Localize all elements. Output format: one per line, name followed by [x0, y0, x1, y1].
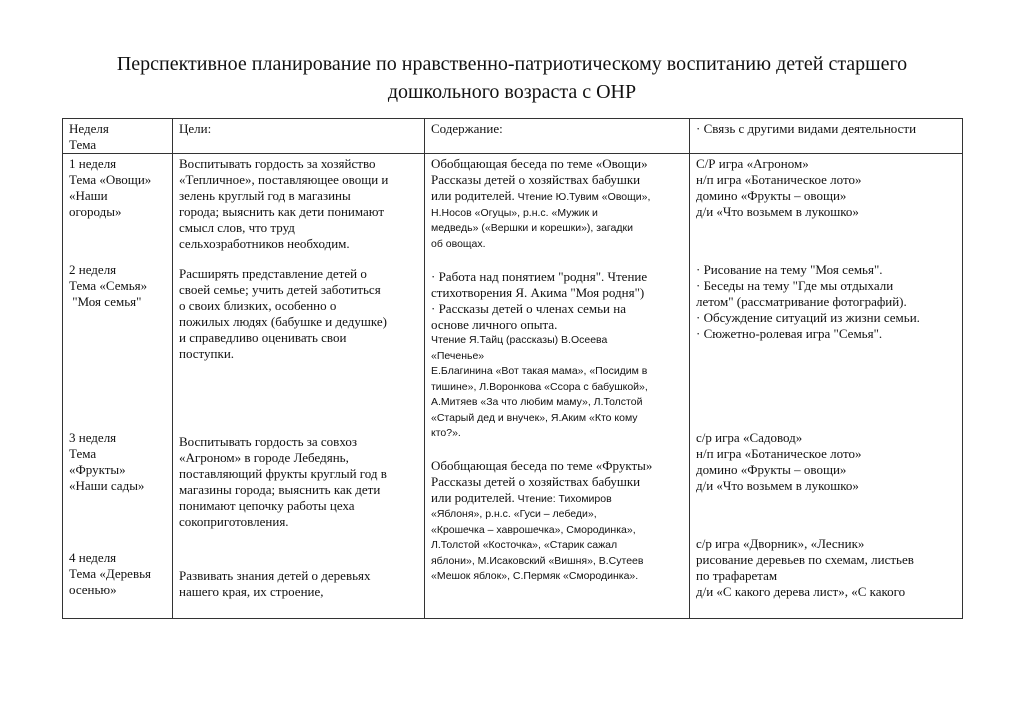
- link-line: · Рисование на тему "Моя семья".: [696, 262, 883, 277]
- content-line: Обобщающая беседа по теме «Овощи»: [431, 156, 648, 171]
- content-line: Чтение Я.Тайц (рассказы) В.Осеева: [431, 334, 608, 346]
- link-line: д/и «С какого дерева лист», «С какого: [696, 584, 906, 599]
- link-line: домино «Фрукты – овощи»: [696, 462, 847, 477]
- goal-line: и справедливо оценивать свои: [179, 330, 347, 345]
- goal-line: «Агроном» в городе Лебедянь,: [179, 450, 349, 465]
- content-line: Н.Носов «Огуцы», р.н.с. «Мужик и: [431, 206, 598, 219]
- page-title: [60, 50, 964, 106]
- goal-4: [179, 568, 418, 600]
- content-line: · Рассказы детей о членах семьи на: [431, 301, 626, 316]
- week-line: Тема «Овощи»: [69, 172, 152, 187]
- goal-3: [179, 434, 418, 530]
- goal-line: Расширять представление детей о: [179, 266, 367, 281]
- link-line: летом" (рассматривание фотографий).: [696, 294, 907, 309]
- link-line: д/и «Что возьмем в лукошко»: [696, 478, 859, 493]
- week-line: 4 неделя: [69, 550, 117, 565]
- content-line: [431, 490, 683, 508]
- header-links-label: · Связь с другими видами деятельности: [696, 121, 917, 136]
- content-line: · Работа над понятием "родня". Чтение: [431, 269, 648, 284]
- link-line: д/и «Что возьмем в лукошко»: [696, 204, 859, 219]
- header-week-theme: [63, 119, 173, 154]
- goal-line: города; выяснить как дети понимают: [179, 204, 385, 219]
- link-line: · Сюжетно-ролевая игра "Семья".: [696, 326, 883, 341]
- week-3: [69, 430, 166, 494]
- goal-line: поставляющий фрукты круглый год в: [179, 466, 387, 481]
- links-1: [696, 156, 956, 220]
- week-line: «Наши сады»: [69, 478, 145, 493]
- week-line: «Наши: [69, 188, 108, 203]
- header-links: [690, 119, 963, 154]
- content-line-lead: или родителей.: [431, 489, 515, 505]
- content-line: стихотворения Я. Акима "Моя родня"): [431, 285, 645, 300]
- content-line: «Старый дед и внучек», Я.Аким «Кто кому: [431, 411, 638, 424]
- week-line: осенью»: [69, 582, 117, 597]
- content-line: Рассказы детей о хозяйствах бабушки: [431, 172, 641, 187]
- content-line: тишине», Л.Воронкова «Ссора с бабушкой»,: [431, 380, 648, 393]
- content-line: Рассказы детей о хозяйствах бабушки: [431, 473, 641, 489]
- header-content-label: Содержание:: [431, 121, 503, 136]
- content-line: «Печенье»: [431, 349, 485, 362]
- link-line: по трафаретам: [696, 568, 778, 583]
- goal-line: зелень круглый год в магазины: [179, 188, 351, 203]
- week-line: огороды»: [69, 204, 122, 219]
- content-line-lead: или родителей.: [431, 188, 515, 203]
- goal-line: «Тепличное», поставляющее овощи и: [179, 172, 389, 187]
- content-cell: [425, 154, 690, 619]
- link-line: с/р игра «Дворник», «Лесник»: [696, 536, 865, 551]
- content-line: «Яблоня», р.н.с. «Гуси – лебеди»,: [431, 508, 597, 520]
- week-line: 3 неделя: [69, 430, 117, 445]
- links-cell: [690, 154, 963, 619]
- content-line: кто?».: [431, 427, 461, 439]
- goal-line: понимают цепочку работы цеха: [179, 498, 355, 513]
- content-2: [431, 269, 683, 442]
- goal-line: поступки.: [179, 346, 235, 361]
- link-line: рисование деревьев по схемам, листьев: [696, 552, 914, 567]
- weeks-cell: [63, 154, 173, 619]
- goal-line: нашего края, их строение,: [179, 584, 324, 599]
- goal-2: [179, 266, 418, 362]
- links-2: [696, 262, 956, 342]
- title-line: Перспективное планирование по нравственно-патриотическому воспитанию детей старшего: [116, 53, 908, 75]
- header-week-label: Неделя: [69, 121, 109, 136]
- week-line: Тема «Семья»: [69, 278, 148, 293]
- content-line: об овощах.: [431, 237, 486, 250]
- week-line: 2 неделя: [69, 262, 117, 277]
- week-line: «Фрукты»: [69, 462, 126, 477]
- goal-line: магазины города; выяснить как дети: [179, 482, 381, 497]
- goal-line: о своих близких, особенно о: [179, 298, 337, 313]
- content-line: Л.Толстой «Косточка», «Старик сажал: [431, 539, 618, 551]
- content-line: Обобщающая беседа по теме «Фрукты»: [431, 457, 653, 473]
- link-line: · Беседы на тему "Где мы отдыхали: [696, 278, 894, 293]
- goal-line: Воспитывать гордость за хозяйство: [179, 156, 376, 171]
- goal-line: Развивать знания детей о деревьях: [179, 568, 371, 583]
- goal-line: Воспитывать гордость за совхоз: [179, 434, 357, 449]
- links-3: [696, 430, 956, 494]
- week-4: [69, 550, 166, 598]
- goal-line: своей семье; учить детей заботиться: [179, 282, 381, 297]
- content-line-sans: Чтение: Тихомиров: [514, 492, 612, 505]
- link-line: · Обсуждение ситуаций из жизни семьи.: [696, 310, 920, 325]
- link-line: н/п игра «Ботаническое лото»: [696, 172, 862, 187]
- table-body-row: [63, 154, 963, 619]
- goal-line: смысл слов, что труд: [179, 220, 295, 235]
- link-line: домино «Фрукты – овощи»: [696, 188, 847, 203]
- content-line: Е.Благинина «Вот такая мама», «Посидим в: [431, 365, 648, 377]
- week-1: [69, 156, 166, 220]
- header-content: [425, 119, 690, 154]
- content-line: «Крошечка – хаврошечка», Смородинка»,: [431, 523, 636, 536]
- goal-line: сельхозработников необходим.: [179, 236, 350, 251]
- content-1: [431, 156, 683, 252]
- goal-line: пожилых людях (бабушке и дедушке): [179, 314, 387, 329]
- content-line: основе личного опыта.: [431, 317, 558, 332]
- link-line: н/п игра «Ботаническое лото»: [696, 446, 862, 461]
- goal-line: сокоприготовления.: [179, 514, 289, 529]
- link-line: С/Р игра «Агроном»: [696, 156, 809, 171]
- week-line: "Моя семья": [69, 294, 142, 309]
- content-line: яблони», М.Исаковский «Вишня», В.Сутеев: [431, 554, 644, 567]
- week-2: [69, 262, 166, 310]
- content-line: А.Митяев «За что любим маму», Л.Толстой: [431, 396, 643, 408]
- link-line: с/р игра «Садовод»: [696, 430, 803, 445]
- content-line: «Мешок яблок», С.Пермяк «Смородинка».: [431, 570, 639, 582]
- content-line: медведь» («Вершки и корешки»), загадки: [431, 222, 633, 234]
- week-line: Тема «Деревья: [69, 566, 151, 581]
- table-header-row: [63, 119, 963, 154]
- week-line: 1 неделя: [69, 156, 117, 171]
- title-line: дошкольного возраста с ОНР: [387, 81, 637, 103]
- goals-cell: [173, 154, 425, 619]
- planning-table: [62, 118, 963, 619]
- content-line-sans: Чтение Ю.Тувим «Овощи»,: [514, 191, 651, 203]
- content-line: [431, 188, 683, 206]
- week-line: Тема: [69, 446, 97, 461]
- goal-1: [179, 156, 418, 252]
- header-theme-label: Тема: [69, 137, 97, 152]
- content-3: [431, 458, 683, 585]
- header-goals: [173, 119, 425, 154]
- header-goals-label: Цели:: [179, 121, 212, 136]
- links-4: [696, 536, 956, 600]
